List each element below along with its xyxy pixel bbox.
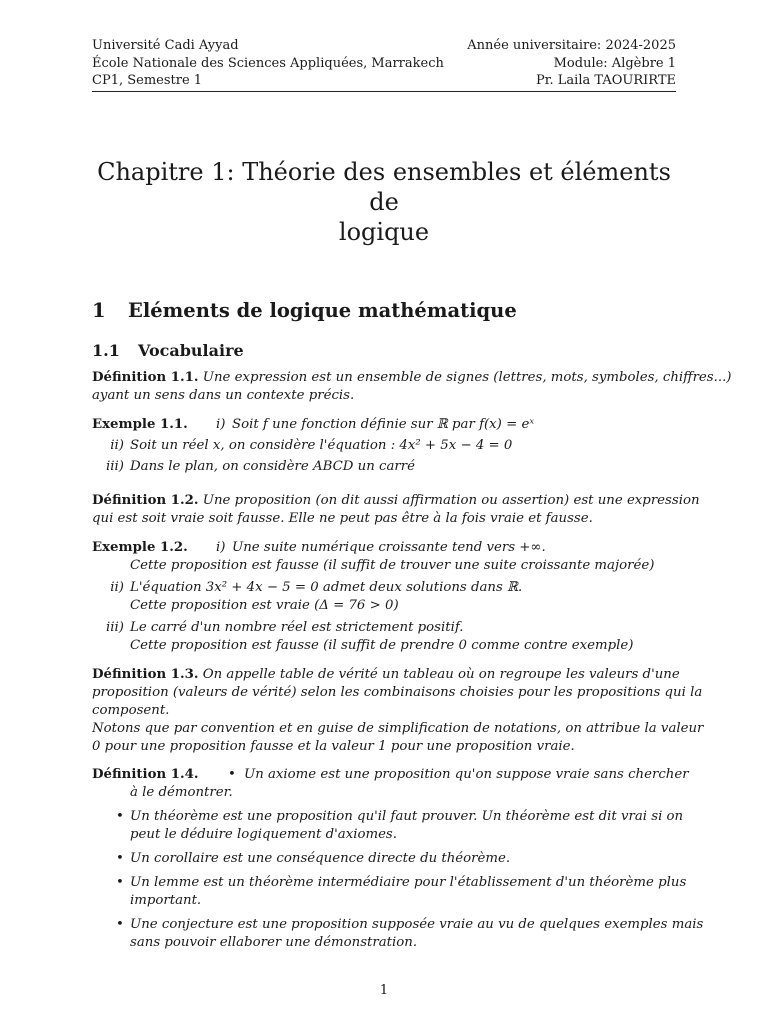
example-item-number: i)	[216, 540, 226, 555]
definition-text: 0 pour une proposition fausse et la valeur 1 pour une proposition vraie.	[92, 739, 575, 754]
bullet-icon: •	[116, 875, 124, 890]
definition-text: composent.	[92, 703, 170, 718]
definition-bullet-text: peut le déduire logiquement d'axiomes.	[130, 827, 397, 842]
definition-text: proposition (valeurs de vérité) selon les combinaisons choisies pour les propositions qui la	[92, 685, 703, 700]
definition-bullet-text: Un axiome est une proposition qu'on suppose vraie sans chercher	[244, 767, 689, 782]
example-item-comment: Cette proposition est fausse (il suffit de prendre 0 comme contre exemple)	[130, 638, 634, 653]
definition-text: Une proposition (on dit aussi affirmation ou assertion) est une expression	[202, 493, 700, 508]
example-label: Exemple 1.1.	[92, 417, 188, 432]
header-class: CP1, Semestre 1	[92, 73, 203, 88]
chapter-title	[92, 157, 676, 247]
header-divider	[92, 91, 676, 92]
example-1-2	[92, 539, 678, 655]
definition-bullet-text: à le démontrer.	[130, 785, 233, 800]
definition-text: On appelle table de vérité un tableau où on regroupe les valeurs d'une	[202, 667, 680, 682]
bullet-icon: •	[116, 809, 124, 824]
section-heading	[92, 299, 517, 322]
definition-1-4	[92, 766, 704, 952]
definition-text: Une expression est un ensemble de signes (lettres, mots, symboles, chiffres...)	[202, 370, 732, 385]
definition-bullet-text: Un corollaire est une conséquence directe du théorème.	[130, 851, 511, 866]
example-item-comment: Cette proposition est vraie (Δ = 76 > 0)	[130, 598, 399, 613]
definition-bullet-text: sans pouvoir ellaborer une démonstration.	[130, 935, 418, 950]
definition-1-2	[92, 492, 700, 528]
example-1-1	[92, 416, 678, 479]
example-item-comment: Cette proposition est fausse (il suffit de trouver une suite croissante majorée)	[130, 558, 655, 573]
example-item-text: Une suite numérique croissante tend vers +∞.	[232, 540, 546, 555]
definition-label: Définition 1.2.	[92, 493, 199, 508]
chapter-title-line2: logique	[338, 218, 430, 246]
header-academic-year: Année universitaire: 2024-2025	[467, 38, 676, 53]
header-school: École Nationale des Sciences Appliquées, Marrakech	[92, 55, 444, 71]
bullet-icon: •	[228, 767, 236, 782]
chapter-title-line1: Chapitre 1: Théorie des ensembles et éléments de	[97, 158, 671, 216]
example-item-number: ii)	[110, 438, 124, 453]
example-item-text: Soit un réel x, on considère l'équation : 4x² + 5x − 4 = 0	[130, 438, 513, 453]
section-number: 1	[92, 299, 106, 322]
example-item-number: iii)	[106, 620, 124, 635]
example-item-text: Soit f une fonction définie sur ℝ par f(x) = eˣ	[232, 417, 535, 432]
definition-text: Notons que par convention et en guise de simplification de notations, on attribue la valeur	[92, 721, 704, 736]
bullet-icon: •	[116, 917, 124, 932]
definition-bullet-text: Un lemme est un théorème intermédiaire pour l'établissement d'un théorème plus	[130, 875, 687, 890]
section-title: Eléments de logique mathématique	[128, 299, 517, 322]
definition-label: Définition 1.1.	[92, 370, 199, 385]
subsection-title: Vocabulaire	[138, 341, 244, 360]
page-header	[92, 37, 676, 90]
definition-text: qui est soit vraie soit fausse. Elle ne peut pas être à la fois vraie et fausse.	[92, 511, 593, 526]
example-item-number: i)	[216, 417, 226, 432]
header-module: Module: Algèbre 1	[553, 55, 676, 71]
definition-text: ayant un sens dans un contexte précis.	[92, 388, 355, 403]
definition-bullet-text: Une conjecture est une proposition supposée vraie au vu de quelques exemples mais	[130, 917, 704, 932]
example-label: Exemple 1.2.	[92, 540, 188, 555]
definition-1-1	[92, 369, 732, 405]
page-number: 1	[379, 983, 389, 998]
example-item-number: ii)	[110, 580, 124, 595]
example-item-text: Le carré d'un nombre réel est strictement positif.	[130, 620, 464, 635]
definition-label: Définition 1.3.	[92, 667, 199, 682]
definition-bullet-text: important.	[130, 893, 202, 908]
example-item-text: L'équation 3x² + 4x − 5 = 0 admet deux solutions dans ℝ.	[130, 580, 523, 595]
bullet-icon: •	[116, 851, 124, 866]
definition-1-3	[92, 666, 704, 756]
header-professor: Pr. Laila TAOURIRTE	[536, 73, 676, 88]
example-item-text: Dans le plan, on considère ABCD un carré	[130, 459, 415, 474]
subsection-heading	[92, 341, 244, 360]
header-university: Université Cadi Ayyad	[92, 38, 239, 53]
definition-label: Définition 1.4.	[92, 767, 199, 782]
subsection-number: 1.1	[92, 341, 120, 360]
example-item-number: iii)	[106, 459, 124, 474]
definition-bullet-text: Un théorème est une proposition qu'il faut prouver. Un théorème est dit vrai si on	[130, 809, 684, 824]
